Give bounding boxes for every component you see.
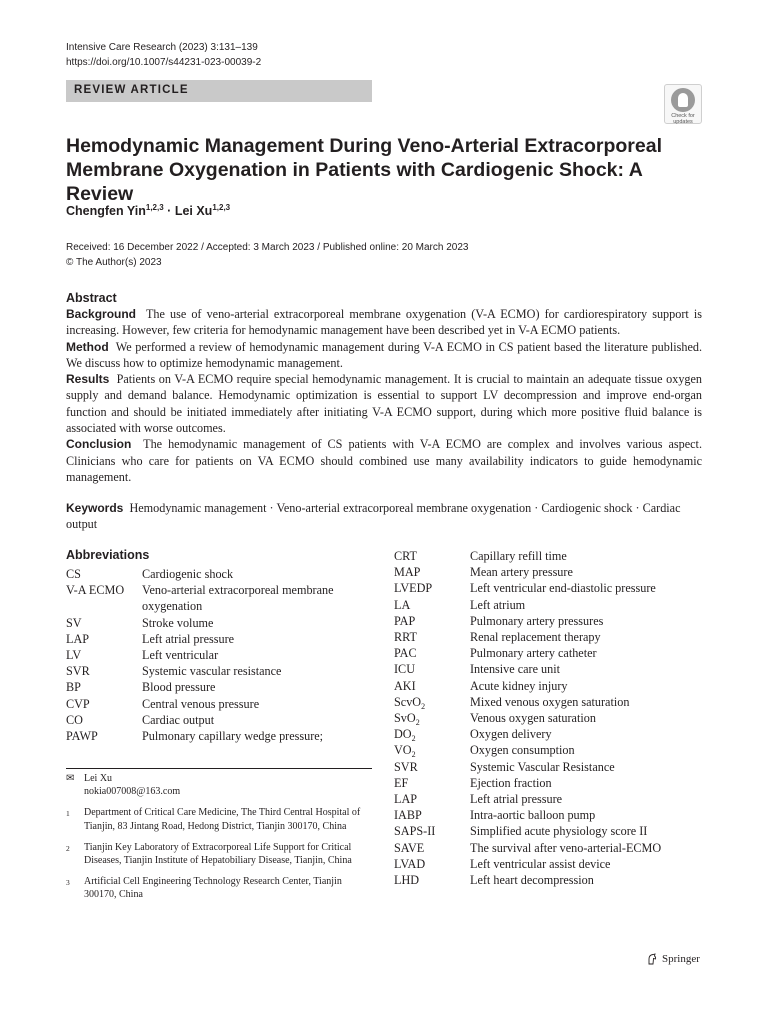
publisher-logo: [646, 953, 700, 965]
abbreviation-term-text: LVAD: [394, 856, 426, 871]
abbreviation-definition: Left ventricular: [142, 648, 219, 663]
abbreviation-term: LAP: [66, 631, 90, 646]
section-label: Method: [66, 339, 109, 354]
abstract-results: [66, 371, 702, 436]
abbreviation-term: [394, 856, 470, 872]
abbreviation-row: [394, 840, 714, 856]
abbreviation-definition: Mixed venous oxygen saturation: [470, 694, 630, 709]
abbreviation-term: [394, 548, 470, 564]
abbreviation-definition: Systemic vascular resistance: [142, 664, 282, 679]
keywords: [66, 500, 702, 533]
footnote-divider: [66, 768, 372, 769]
abbreviation-definition: Left ventricular end-diastolic pressure: [470, 581, 656, 596]
keywords-label: Keywords: [66, 501, 124, 515]
abbreviations-list-left: [66, 566, 366, 744]
abbreviation-definition: Acute kidney injury: [470, 678, 568, 693]
abbreviation-row: [394, 872, 714, 888]
publication-dates: [66, 240, 468, 270]
abbreviation-term: BP: [66, 680, 81, 695]
abbreviation-row: [394, 597, 714, 613]
abbreviation-term-text: IABP: [394, 808, 422, 823]
section-label: Background: [66, 307, 137, 321]
abbreviation-row: [66, 566, 366, 582]
abbreviation-row: [394, 726, 714, 742]
affiliation-number: 3: [66, 878, 70, 888]
abbreviation-term: [394, 629, 470, 645]
section-text: The hemodynamic management of CS patients with V-A ECMO are complex and involves various aspect. Clinicians who care for patients on VA ECMO should combined use many availability indicators to guide hemodynamic management.: [66, 437, 702, 484]
abbreviation-definition: Pulmonary artery pressures: [470, 613, 604, 628]
abbreviation-term-text: PAP: [394, 613, 416, 628]
abbreviation-term-text: SAVE: [394, 840, 425, 855]
abbreviation-term-text: MAP: [394, 565, 421, 580]
abbreviation-term-text: PAC: [394, 646, 417, 661]
abbreviation-subscript: 2: [411, 750, 416, 760]
author-affiliation-marks: 1,2,3: [212, 203, 231, 212]
abbreviation-term: [394, 775, 470, 791]
article-type-banner: [66, 80, 372, 102]
check-for-updates-label: Check for updates: [671, 113, 695, 125]
journal-header: [66, 40, 261, 70]
abbreviation-term: [394, 823, 470, 839]
section-text: We performed a review of hemodynamic management during V-A ECMO in CS patient based the literature published. We discuss how to optimize hemodynamic management.: [66, 339, 703, 370]
abbreviation-term-text: ICU: [394, 662, 415, 677]
abbreviation-row: [66, 582, 366, 614]
abbreviation-term-text: EF: [394, 775, 409, 790]
section-text: Patients on V-A ECMO require special hemodynamic management. It is crucial to maintain an adequate tissue oxygen supply and demand balance. Hemodynamic optimization is essential to support LV decompression and improve end-organ function and should be initiated immediately after initiating V-A ECMO support, during which more positive fluid balance is associated with worse outcomes.: [66, 372, 703, 436]
author-name[interactable]: Lei Xu: [174, 204, 213, 219]
abbreviation-row: [394, 759, 714, 775]
author-separator: ·: [167, 204, 172, 219]
abbreviation-term: SV: [66, 615, 82, 630]
abstract-method: [66, 339, 702, 372]
abbreviation-row: [394, 823, 714, 839]
doi-link[interactable]: https://doi.org/10.1007/s44231-023-00039-2: [66, 57, 262, 68]
abbreviation-definition: Blood pressure: [142, 680, 216, 695]
abbreviation-term-text: VO: [394, 743, 412, 758]
abstract-heading: Abstract: [66, 291, 117, 305]
abbreviation-row: [66, 712, 366, 728]
abbreviation-row: [394, 791, 714, 807]
abbreviation-term-text: DO: [394, 727, 412, 742]
abbreviation-row: [66, 647, 366, 663]
abbreviation-definition: Left heart decompression: [470, 873, 594, 888]
abbreviation-definition: Left ventricular assist device: [470, 856, 611, 871]
abbreviation-term: [394, 597, 470, 613]
abbreviation-term: V-A ECMO: [66, 583, 125, 598]
abbreviation-term-text: RRT: [394, 630, 417, 645]
abbreviation-term: [394, 759, 470, 775]
abbreviation-row: [394, 564, 714, 580]
abbreviation-row: [394, 678, 714, 694]
abbreviation-definition: Cardiac output: [142, 712, 215, 727]
abbreviation-term: CVP: [66, 696, 90, 711]
abbreviation-term: [394, 872, 470, 888]
abbreviation-definition: Cardiogenic shock: [142, 567, 234, 581]
abbreviation-term: [394, 645, 470, 661]
abbreviation-term: CS: [66, 567, 81, 581]
abbreviation-term-text: CRT: [394, 549, 417, 563]
check-for-updates-badge[interactable]: [664, 84, 702, 124]
abbreviation-definition: Left atrium: [470, 597, 526, 612]
abbreviation-term: [394, 694, 470, 710]
abbreviation-row: [66, 728, 366, 744]
abbreviation-term-text: LA: [394, 597, 411, 612]
abbreviation-definition: Veno-arterial extracorporeal membrane oxygenation: [142, 583, 334, 614]
abbreviation-row: [394, 742, 714, 758]
abbreviations-list-right: [394, 548, 714, 888]
abbreviation-row: [394, 613, 714, 629]
abbreviation-row: [66, 631, 366, 647]
abbreviation-row: [394, 661, 714, 677]
abbreviation-row: [66, 679, 366, 695]
abbreviation-row: [394, 629, 714, 645]
abbreviation-term-text: ScvO: [394, 694, 422, 709]
abbreviation-definition: Mean artery pressure: [470, 565, 573, 580]
abbreviation-row: [394, 694, 714, 710]
abbreviation-term-text: SVR: [394, 759, 418, 774]
abbreviation-term: LV: [66, 648, 82, 663]
abbreviation-term-text: SvO: [394, 711, 416, 726]
abstract-background: [66, 306, 702, 339]
abbreviation-subscript: 2: [411, 734, 416, 744]
abstract-conclusion: [66, 436, 702, 485]
abbreviation-definition: Oxygen consumption: [470, 743, 575, 758]
abstract: [66, 290, 702, 485]
abbreviation-definition: Intensive care unit: [470, 662, 561, 677]
publisher-name: Springer: [662, 953, 700, 965]
abbreviation-definition: Venous oxygen saturation: [470, 711, 596, 726]
abbreviation-term: [394, 710, 470, 726]
affiliation-text: Tianjin Key Laboratory of Extracorporeal Life Support for Critical Diseases, Tianjin Institute of Hepatobiliary Disease, Tianjin, China: [84, 841, 352, 867]
affiliation-number: 2: [66, 843, 70, 853]
abbreviation-definition: Pulmonary artery catheter: [470, 646, 597, 661]
abbreviation-term: [394, 613, 470, 629]
article-type-label: REVIEW ARTICLE: [74, 84, 189, 96]
article-title: Hemodynamic Management During Veno-Arterial Extracorporeal Membrane Oxygenation in Patients with Cardiogenic Shock: A Review: [66, 135, 662, 205]
affiliation-number: 1: [66, 809, 70, 819]
abbreviation-row: [394, 580, 714, 596]
abbreviation-definition: Oxygen delivery: [470, 727, 552, 742]
correspondence-name: Lei Xu: [84, 773, 113, 784]
abbreviation-term: [394, 678, 470, 694]
abbreviation-definition: Intra-aortic balloon pump: [470, 808, 596, 823]
abbreviation-definition: Central venous pressure: [142, 696, 260, 711]
abbreviation-term-text: LHD: [394, 873, 420, 888]
section-label: Results: [66, 372, 110, 387]
affiliation: [66, 806, 366, 832]
abbreviation-row: [394, 548, 714, 564]
abbreviation-definition: Left atrial pressure: [142, 631, 235, 646]
history-dates: Received: 16 December 2022 / Accepted: 3 March 2023 / Published online: 20 March 2023: [66, 242, 469, 253]
journal-citation: Intensive Care Research (2023) 3:131–139: [66, 42, 258, 53]
abbreviation-definition: Renal replacement therapy: [470, 630, 601, 645]
abbreviation-definition: Ejection fraction: [470, 775, 552, 790]
abbreviation-definition: The survival after veno-arterial-ECMO: [470, 840, 662, 855]
abbreviation-definition: Capillary refill time: [470, 549, 567, 563]
author-name[interactable]: Chengfen Yin: [66, 204, 146, 219]
affiliation-text: Department of Critical Care Medicine, The Third Central Hospital of Tianjin, 83 Jintang Road, Hedong District, Tianjin 300170, China: [84, 807, 361, 832]
abbreviation-term: SVR: [66, 664, 90, 679]
author-affiliation-marks: 1,2,3: [145, 203, 164, 212]
abbreviations-heading: Abbreviations: [66, 548, 150, 562]
abbreviation-term-text: SAPS-II: [394, 824, 436, 839]
abbreviation-term: [394, 564, 470, 580]
abbreviation-row: [394, 645, 714, 661]
abbreviation-term-text: AKI: [394, 678, 416, 693]
correspondence: [66, 772, 366, 798]
abbreviation-term: [394, 840, 470, 856]
correspondence-email[interactable]: nokia007008@163.com: [84, 786, 181, 798]
abbreviation-subscript: 2: [421, 701, 426, 711]
abbreviation-term: CO: [66, 712, 83, 727]
abbreviation-term: PAWP: [66, 729, 98, 744]
abbreviation-row: [66, 663, 366, 679]
abbreviation-definition: Left atrial pressure: [470, 792, 563, 807]
bookmark-icon: [671, 88, 695, 112]
section-label: Conclusion: [66, 437, 132, 452]
abbreviation-row: [394, 775, 714, 791]
abbreviation-term-text: LVEDP: [394, 581, 433, 596]
affiliation: [66, 875, 366, 901]
abbreviation-row: [66, 615, 366, 631]
abbreviation-row: [394, 856, 714, 872]
abbreviation-term: [394, 807, 470, 823]
affiliation: [66, 841, 366, 867]
copyright-line: © The Author(s) 2023: [66, 257, 162, 268]
section-text: The use of veno-arterial extracorporeal membrane oxygenation (V-A ECMO) for cardiorespiratory support is increasing. However, few criteria for hemodynamic management have been described yet in V-A ECMO patients.: [66, 307, 702, 338]
abbreviation-row: [66, 696, 366, 712]
abbreviation-term: [394, 661, 470, 677]
abbreviation-definition: Stroke volume: [142, 615, 214, 630]
envelope-icon: ✉: [66, 773, 75, 784]
footnotes: [66, 772, 366, 910]
abbreviation-term: [394, 742, 470, 758]
affiliation-text: Artificial Cell Engineering Technology Research Center, Tianjin 300170, China: [84, 876, 342, 901]
abbreviation-definition: Systemic Vascular Resistance: [470, 759, 615, 774]
abbreviation-term: [394, 791, 470, 807]
abbreviation-definition: Pulmonary capillary wedge pressure;: [142, 729, 324, 744]
abbreviation-term: [394, 726, 470, 742]
abbreviation-term-text: LAP: [394, 792, 418, 807]
abbreviation-subscript: 2: [415, 718, 420, 728]
abbreviation-row: [394, 710, 714, 726]
abbreviation-definition: Simplified acute physiology score II: [470, 824, 648, 839]
keywords-text: Hemodynamic management · Veno-arterial extracorporeal membrane oxygenation · Cardiogenic shock · Cardiac output: [66, 501, 681, 532]
abbreviation-row: [394, 807, 714, 823]
abbreviation-term: [394, 580, 470, 596]
springer-horse-icon: [646, 953, 658, 965]
author-list: [66, 203, 230, 218]
